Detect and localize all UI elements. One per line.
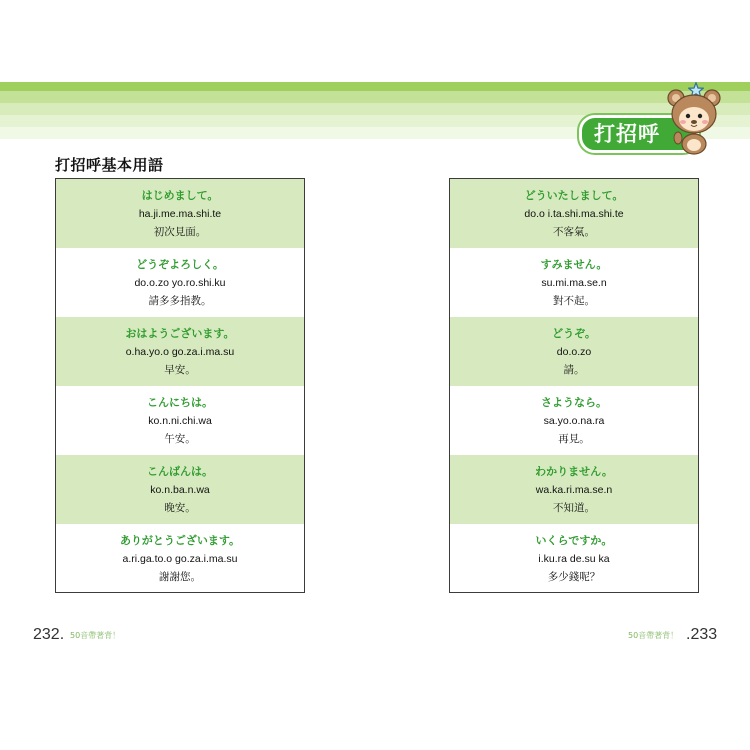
table-row [450,455,698,524]
right-book-title: 50音帶著背！ [628,631,679,640]
romaji-reading: do.o.zo yo.ro.shi.ku [134,276,226,289]
phrase-table-right [449,178,699,593]
chinese-meaning: 多少錢呢？ [547,571,601,584]
chinese-meaning: 對不起。 [553,294,595,307]
table-row [56,455,304,524]
chinese-meaning: 請多多指教。 [148,294,212,307]
japanese-phrase: どういたしまして。 [524,188,624,202]
header-stripe-2 [0,91,750,103]
table-row [450,317,698,386]
chapter-badge-text: 打招呼 [594,122,660,146]
chinese-meaning: 晚安。 [164,501,196,514]
chinese-meaning: 初次見面。 [153,225,207,238]
japanese-phrase: おはようございます。 [125,326,235,340]
table-row [56,524,304,593]
japanese-phrase: ありがとうございます。 [119,534,241,548]
romaji-reading: do.o i.ta.shi.ma.shi.te [524,207,624,220]
chinese-meaning: 再見。 [558,432,590,445]
romaji-reading: i.ku.ra de.su ka [538,553,610,566]
header-stripe-1 [0,82,750,91]
chinese-meaning: 午安。 [164,432,196,445]
japanese-phrase: さようなら。 [541,395,607,409]
japanese-phrase: こんばんは。 [147,464,213,478]
chinese-meaning: 不知道。 [553,501,595,514]
japanese-phrase: どうぞよろしく。 [136,257,224,271]
table-row [56,248,304,317]
table-row [56,317,304,386]
left-book-title: 50音帶著背！ [70,631,121,640]
chinese-meaning: 早安。 [164,363,196,376]
bear-mascot-icon [664,86,726,156]
chinese-meaning: 不客氣。 [553,225,595,238]
romaji-reading: sa.yo.o.na.ra [543,414,605,427]
japanese-phrase: いくらですか。 [535,534,613,548]
table-row [450,248,698,317]
table-row [450,179,698,248]
left-page-number: 232. [33,626,65,643]
table-row [450,524,698,593]
japanese-phrase: どうぞ。 [552,326,596,340]
table-row [450,386,698,455]
table-row [56,179,304,248]
japanese-phrase: わかりません。 [535,464,613,478]
japanese-phrase: はじめまして。 [141,188,219,202]
right-page-number: .233 [686,626,718,643]
romaji-reading: ko.n.ba.n.wa [150,483,210,496]
japanese-phrase: こんにちは。 [147,395,213,409]
section-title: 打招呼基本用語 [55,156,164,174]
romaji-reading: wa.ka.ri.ma.se.n [535,483,613,496]
chinese-meaning: 請。 [563,363,585,376]
romaji-reading: su.mi.ma.se.n [541,276,607,289]
header-stripe-3 [0,103,750,115]
romaji-reading: do.o.zo [556,345,592,358]
chinese-meaning: 謝謝您。 [159,571,201,584]
romaji-reading: o.ha.yo.o go.za.i.ma.su [125,345,235,358]
japanese-phrase: すみません。 [540,257,608,271]
phrase-table-left [55,178,305,593]
romaji-reading: ko.n.ni.chi.wa [148,414,212,427]
romaji-reading: ha.ji.me.ma.shi.te [138,207,222,220]
table-row [56,386,304,455]
romaji-reading: a.ri.ga.to.o go.za.i.ma.su [122,553,238,566]
